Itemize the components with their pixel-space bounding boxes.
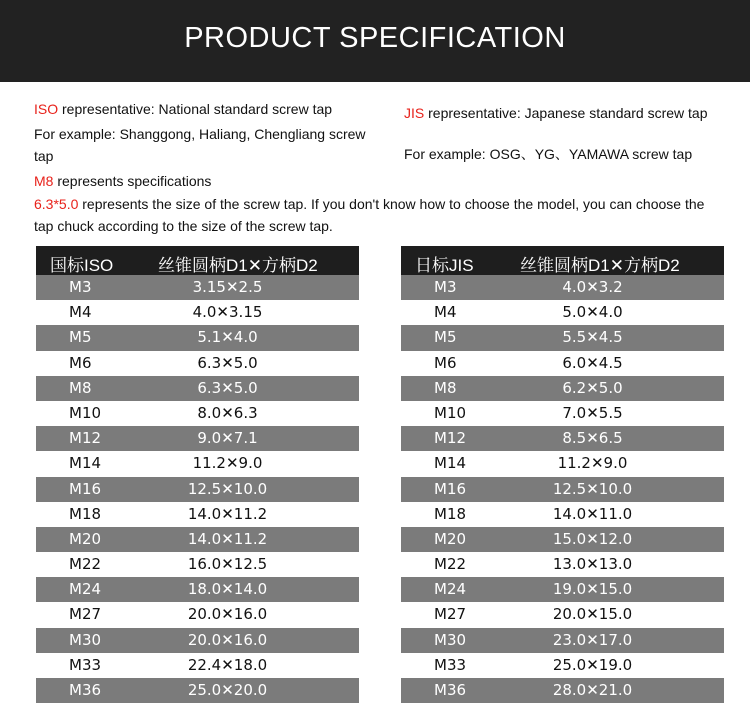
iso-dims-cell: 5.1✕4.0 <box>197 328 258 347</box>
jis-dims-cell: 12.5✕10.0 <box>552 479 633 498</box>
page-title: PRODUCT SPECIFICATION <box>184 22 566 54</box>
iso-desc: representative: National standard screw tap <box>58 101 333 117</box>
jis-table-row <box>401 678 724 703</box>
jis-size-cell: M18 <box>434 504 467 523</box>
iso-dims-cell: 16.0✕12.5 <box>187 555 268 574</box>
iso-size-cell: M5 <box>69 328 92 347</box>
iso-table-row <box>36 527 359 552</box>
jis-table-row <box>401 376 724 401</box>
size-desc: represents the size of the screw tap. If you don't know how to choose the model, you can choose the tap chuck according to the size of the screw tap. <box>34 196 705 234</box>
size-key: 6.3*5.0 <box>34 196 79 212</box>
jis-size-cell: M14 <box>434 454 467 473</box>
jis-size-cell: M16 <box>434 479 467 498</box>
m8-description <box>34 170 374 192</box>
jis-table-row <box>401 653 724 678</box>
iso-dims-cell: 11.2✕9.0 <box>192 454 263 473</box>
jis-table-row <box>401 325 724 350</box>
iso-table-row <box>36 477 359 502</box>
title-banner <box>0 0 750 82</box>
jis-dims-cell: 7.0✕5.5 <box>562 403 623 422</box>
iso-dims-cell: 14.0✕11.2 <box>187 504 268 523</box>
iso-description <box>34 98 384 120</box>
jis-table <box>401 246 724 703</box>
jis-table-row <box>401 451 724 476</box>
iso-table-row <box>36 275 359 300</box>
jis-table-header <box>401 246 724 275</box>
iso-dims-cell: 4.0✕3.15 <box>192 303 263 322</box>
iso-size-cell: M3 <box>69 278 92 296</box>
jis-col-size-header: 日标JIS <box>415 256 474 275</box>
jis-size-cell: M20 <box>434 529 467 548</box>
jis-size-cell: M36 <box>434 681 467 699</box>
jis-size-cell: M27 <box>434 605 467 624</box>
iso-table-row <box>36 653 359 678</box>
iso-table-row <box>36 451 359 476</box>
iso-dims-cell: 6.3✕5.0 <box>197 353 258 372</box>
jis-key: JIS <box>404 105 425 121</box>
iso-size-cell: M27 <box>69 605 102 624</box>
jis-table-row <box>401 577 724 602</box>
jis-table-row <box>401 477 724 502</box>
jis-table-row <box>401 552 724 577</box>
iso-dims-cell: 18.0✕14.0 <box>187 580 268 599</box>
jis-size-cell: M30 <box>434 630 467 649</box>
iso-table-row <box>36 300 359 325</box>
iso-table-row <box>36 628 359 653</box>
jis-dims-cell: 23.0✕17.0 <box>552 630 633 649</box>
iso-key: ISO <box>34 101 59 117</box>
iso-dims-cell: 6.3✕5.0 <box>197 378 258 397</box>
iso-dims-cell: 22.4✕18.0 <box>187 655 268 674</box>
jis-size-cell: M6 <box>434 353 457 372</box>
iso-table-row <box>36 426 359 451</box>
jis-description <box>404 103 734 123</box>
iso-table-row <box>36 401 359 426</box>
iso-dims-cell: 25.0✕20.0 <box>187 681 268 699</box>
iso-dims-cell: 14.0✕11.2 <box>187 529 268 548</box>
jis-size-cell: M33 <box>434 655 467 674</box>
jis-size-cell: M3 <box>434 278 457 296</box>
jis-size-cell: M12 <box>434 429 467 448</box>
iso-table-row <box>36 577 359 602</box>
jis-size-cell: M8 <box>434 378 457 397</box>
iso-table-row <box>36 602 359 627</box>
iso-size-cell: M4 <box>69 303 92 322</box>
iso-dims-cell: 20.0✕16.0 <box>187 605 268 624</box>
iso-table-header <box>36 246 359 275</box>
jis-desc: representative: Japanese standard screw tap <box>424 105 708 121</box>
iso-col-dims-header: 丝锥圆柄D1✕方柄D2 <box>158 256 318 275</box>
jis-dims-cell: 25.0✕19.0 <box>552 655 633 674</box>
jis-example: For example: OSG、YG、YAMAWA screw tap <box>404 146 693 162</box>
jis-table-row <box>401 401 724 426</box>
m8-desc: represents specifications <box>53 173 212 189</box>
iso-dims-cell: 3.15✕2.5 <box>192 278 263 296</box>
m8-key: M8 <box>34 173 54 189</box>
iso-size-cell: M22 <box>69 555 102 574</box>
iso-table-row <box>36 351 359 376</box>
jis-dims-cell: 19.0✕15.0 <box>552 580 633 599</box>
iso-size-cell: M20 <box>69 529 102 548</box>
iso-table-row <box>36 678 359 703</box>
jis-dims-cell: 8.5✕6.5 <box>562 429 623 448</box>
size-note <box>34 193 724 237</box>
iso-size-cell: M14 <box>69 454 102 473</box>
iso-size-cell: M10 <box>69 403 102 422</box>
iso-size-cell: M30 <box>69 630 102 649</box>
iso-table-row <box>36 552 359 577</box>
jis-dims-cell: 6.0✕4.5 <box>562 353 623 372</box>
jis-size-cell: M10 <box>434 403 467 422</box>
iso-table-row <box>36 376 359 401</box>
jis-size-cell: M5 <box>434 328 457 347</box>
iso-size-cell: M36 <box>69 681 102 699</box>
jis-dims-cell: 13.0✕13.0 <box>552 555 633 574</box>
jis-size-cell: M24 <box>434 580 467 599</box>
iso-table-row <box>36 502 359 527</box>
jis-table-row <box>401 300 724 325</box>
jis-table-row <box>401 426 724 451</box>
iso-size-cell: M8 <box>69 378 92 397</box>
iso-example: For example: Shanggong, Haliang, Chengliang screw tap <box>34 126 366 164</box>
jis-table-row <box>401 275 724 300</box>
iso-col-size-header: 国标ISO <box>50 256 114 275</box>
jis-table-row <box>401 602 724 627</box>
iso-table-row <box>36 325 359 350</box>
iso-dims-cell: 9.0✕7.1 <box>197 429 258 448</box>
jis-dims-cell: 5.0✕4.0 <box>562 303 623 322</box>
iso-size-cell: M12 <box>69 429 102 448</box>
jis-col-dims-header: 丝锥圆柄D1✕方柄D2 <box>520 256 680 275</box>
jis-dims-cell: 20.0✕15.0 <box>552 605 633 624</box>
iso-size-cell: M6 <box>69 353 92 372</box>
jis-dims-cell: 6.2✕5.0 <box>562 378 623 397</box>
jis-dims-cell: 5.5✕4.5 <box>562 328 623 347</box>
jis-dims-cell: 11.2✕9.0 <box>557 454 628 473</box>
jis-dims-cell: 15.0✕12.0 <box>552 529 633 548</box>
jis-size-cell: M4 <box>434 303 457 322</box>
iso-size-cell: M33 <box>69 655 102 674</box>
iso-dims-cell: 20.0✕16.0 <box>187 630 268 649</box>
jis-table-row <box>401 502 724 527</box>
iso-size-cell: M24 <box>69 580 102 599</box>
jis-size-cell: M22 <box>434 555 467 574</box>
iso-size-cell: M16 <box>69 479 102 498</box>
iso-dims-cell: 12.5✕10.0 <box>187 479 268 498</box>
jis-table-row <box>401 527 724 552</box>
jis-dims-cell: 28.0✕21.0 <box>552 681 633 699</box>
iso-size-cell: M18 <box>69 504 102 523</box>
jis-table-row <box>401 351 724 376</box>
iso-dims-cell: 8.0✕6.3 <box>197 403 258 422</box>
jis-dims-cell: 4.0✕3.2 <box>562 278 623 296</box>
jis-dims-cell: 14.0✕11.0 <box>552 504 633 523</box>
iso-table <box>36 246 359 703</box>
jis-table-row <box>401 628 724 653</box>
